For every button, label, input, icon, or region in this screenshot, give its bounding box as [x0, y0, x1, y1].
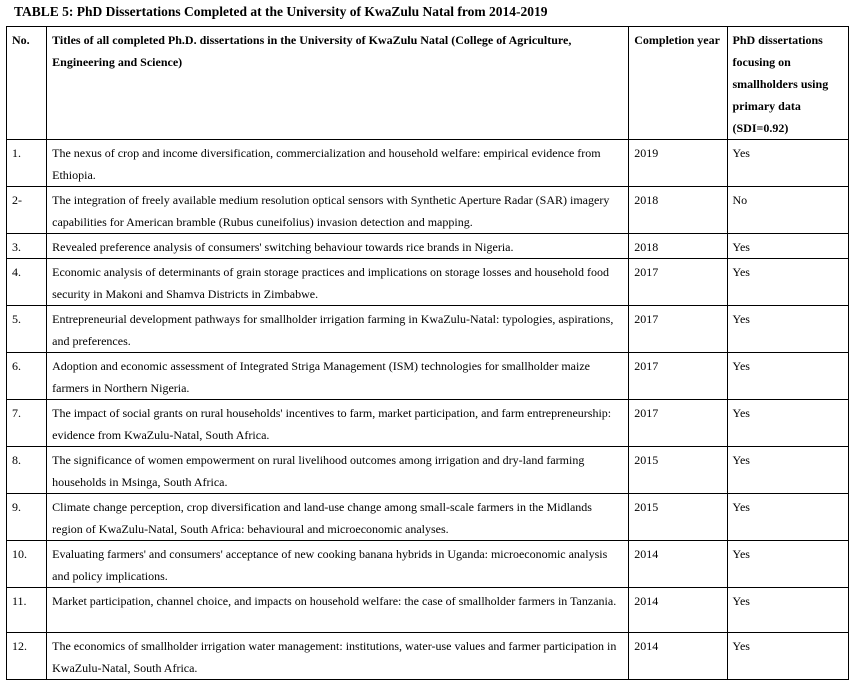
primary-data-flag: Yes: [727, 494, 849, 541]
table-row: [7, 541, 849, 588]
row-number: 8.: [7, 447, 47, 494]
dissertation-title: Revealed preference analysis of consumers' switching behaviour towards rice brands in Nigeria.: [47, 234, 629, 259]
completion-year: 2018: [629, 234, 727, 259]
dissertation-title: Adoption and economic assessment of Integrated Striga Management (ISM) technologies for smallholder maize farmers in Northern Nigeria.: [47, 353, 629, 400]
table-row: [7, 259, 849, 306]
row-number: 2-: [7, 187, 47, 234]
completion-year: 2017: [629, 259, 727, 306]
table-row: [7, 187, 849, 234]
header-primary-data: PhD dissertations focusing on smallholders using primary data (SDI=0.92): [727, 27, 849, 140]
completion-year: 2014: [629, 633, 727, 680]
completion-year: 2017: [629, 353, 727, 400]
completion-year: 2015: [629, 494, 727, 541]
dissertation-title: Evaluating farmers' and consumers' acceptance of new cooking banana hybrids in Uganda: microeconomic analysis and policy implications.: [47, 541, 629, 588]
primary-data-flag: No: [727, 187, 849, 234]
completion-year: 2019: [629, 140, 727, 187]
table-row: [7, 633, 849, 680]
completion-year: 2017: [629, 400, 727, 447]
row-number: 4.: [7, 259, 47, 306]
primary-data-flag: Yes: [727, 259, 849, 306]
table-row: [7, 400, 849, 447]
table-row: [7, 234, 849, 259]
row-number: 1.: [7, 140, 47, 187]
header-title: Titles of all completed Ph.D. dissertations in the University of KwaZulu Natal (College of Agriculture, Engineering and Science): [47, 27, 629, 140]
row-number: 10.: [7, 541, 47, 588]
row-number: 6.: [7, 353, 47, 400]
primary-data-flag: Yes: [727, 447, 849, 494]
primary-data-flag: Yes: [727, 541, 849, 588]
completion-year: 2017: [629, 306, 727, 353]
table-header-row: [7, 27, 849, 140]
primary-data-flag: Yes: [727, 400, 849, 447]
primary-data-flag: Yes: [727, 140, 849, 187]
table-row: [7, 447, 849, 494]
row-number: 9.: [7, 494, 47, 541]
dissertation-title: The integration of freely available medium resolution optical sensors with Synthetic Aperture Radar (SAR) imagery capabilities for American bramble (Rubus cuneifolius) invasion detection and mapping.: [47, 187, 629, 234]
completion-year: 2015: [629, 447, 727, 494]
dissertation-title: The economics of smallholder irrigation water management: institutions, water-use values and farmer participation in KwaZulu-Natal, South Africa.: [47, 633, 629, 680]
completion-year: 2018: [629, 187, 727, 234]
row-number: 12.: [7, 633, 47, 680]
dissertation-title: The significance of women empowerment on rural livelihood outcomes among irrigation and dry-land farming households in Msinga, South Africa.: [47, 447, 629, 494]
row-number: 3.: [7, 234, 47, 259]
table-row: [7, 494, 849, 541]
completion-year: 2014: [629, 588, 727, 633]
primary-data-flag: Yes: [727, 633, 849, 680]
table-row: [7, 140, 849, 187]
dissertation-title: The impact of social grants on rural households' incentives to farm, market participation, and farm entrepreneurship: evidence from KwaZulu-Natal, South Africa.: [47, 400, 629, 447]
dissertation-title: The nexus of crop and income diversification, commercialization and household welfare: empirical evidence from Ethiopia.: [47, 140, 629, 187]
header-year: Completion year: [629, 27, 727, 140]
table-row: [7, 306, 849, 353]
primary-data-flag: Yes: [727, 234, 849, 259]
row-number: 11.: [7, 588, 47, 633]
dissertation-title: Entrepreneurial development pathways for smallholder irrigation farming in KwaZulu-Natal: typologies, aspirations, and preferences.: [47, 306, 629, 353]
table-row: [7, 588, 849, 633]
completion-year: 2014: [629, 541, 727, 588]
dissertation-title: Market participation, channel choice, and impacts on household welfare: the case of smallholder farmers in Tanzania.: [47, 588, 629, 633]
row-number: 5.: [7, 306, 47, 353]
dissertations-table: [6, 26, 849, 680]
dissertation-title: Economic analysis of determinants of grain storage practices and implications on storage losses and household food security in Makoni and Shamva Districts in Zimbabwe.: [47, 259, 629, 306]
primary-data-flag: Yes: [727, 306, 849, 353]
primary-data-flag: Yes: [727, 353, 849, 400]
primary-data-flag: Yes: [727, 588, 849, 633]
header-no: No.: [7, 27, 47, 140]
row-number: 7.: [7, 400, 47, 447]
table-caption: TABLE 5: PhD Dissertations Completed at the University of KwaZulu Natal from 2014-2019: [14, 4, 548, 19]
table-row: [7, 353, 849, 400]
dissertation-title: Climate change perception, crop diversification and land-use change among small-scale farmers in the Midlands region of KwaZulu-Natal, South Africa: behavioural and microeconomic analyses.: [47, 494, 629, 541]
